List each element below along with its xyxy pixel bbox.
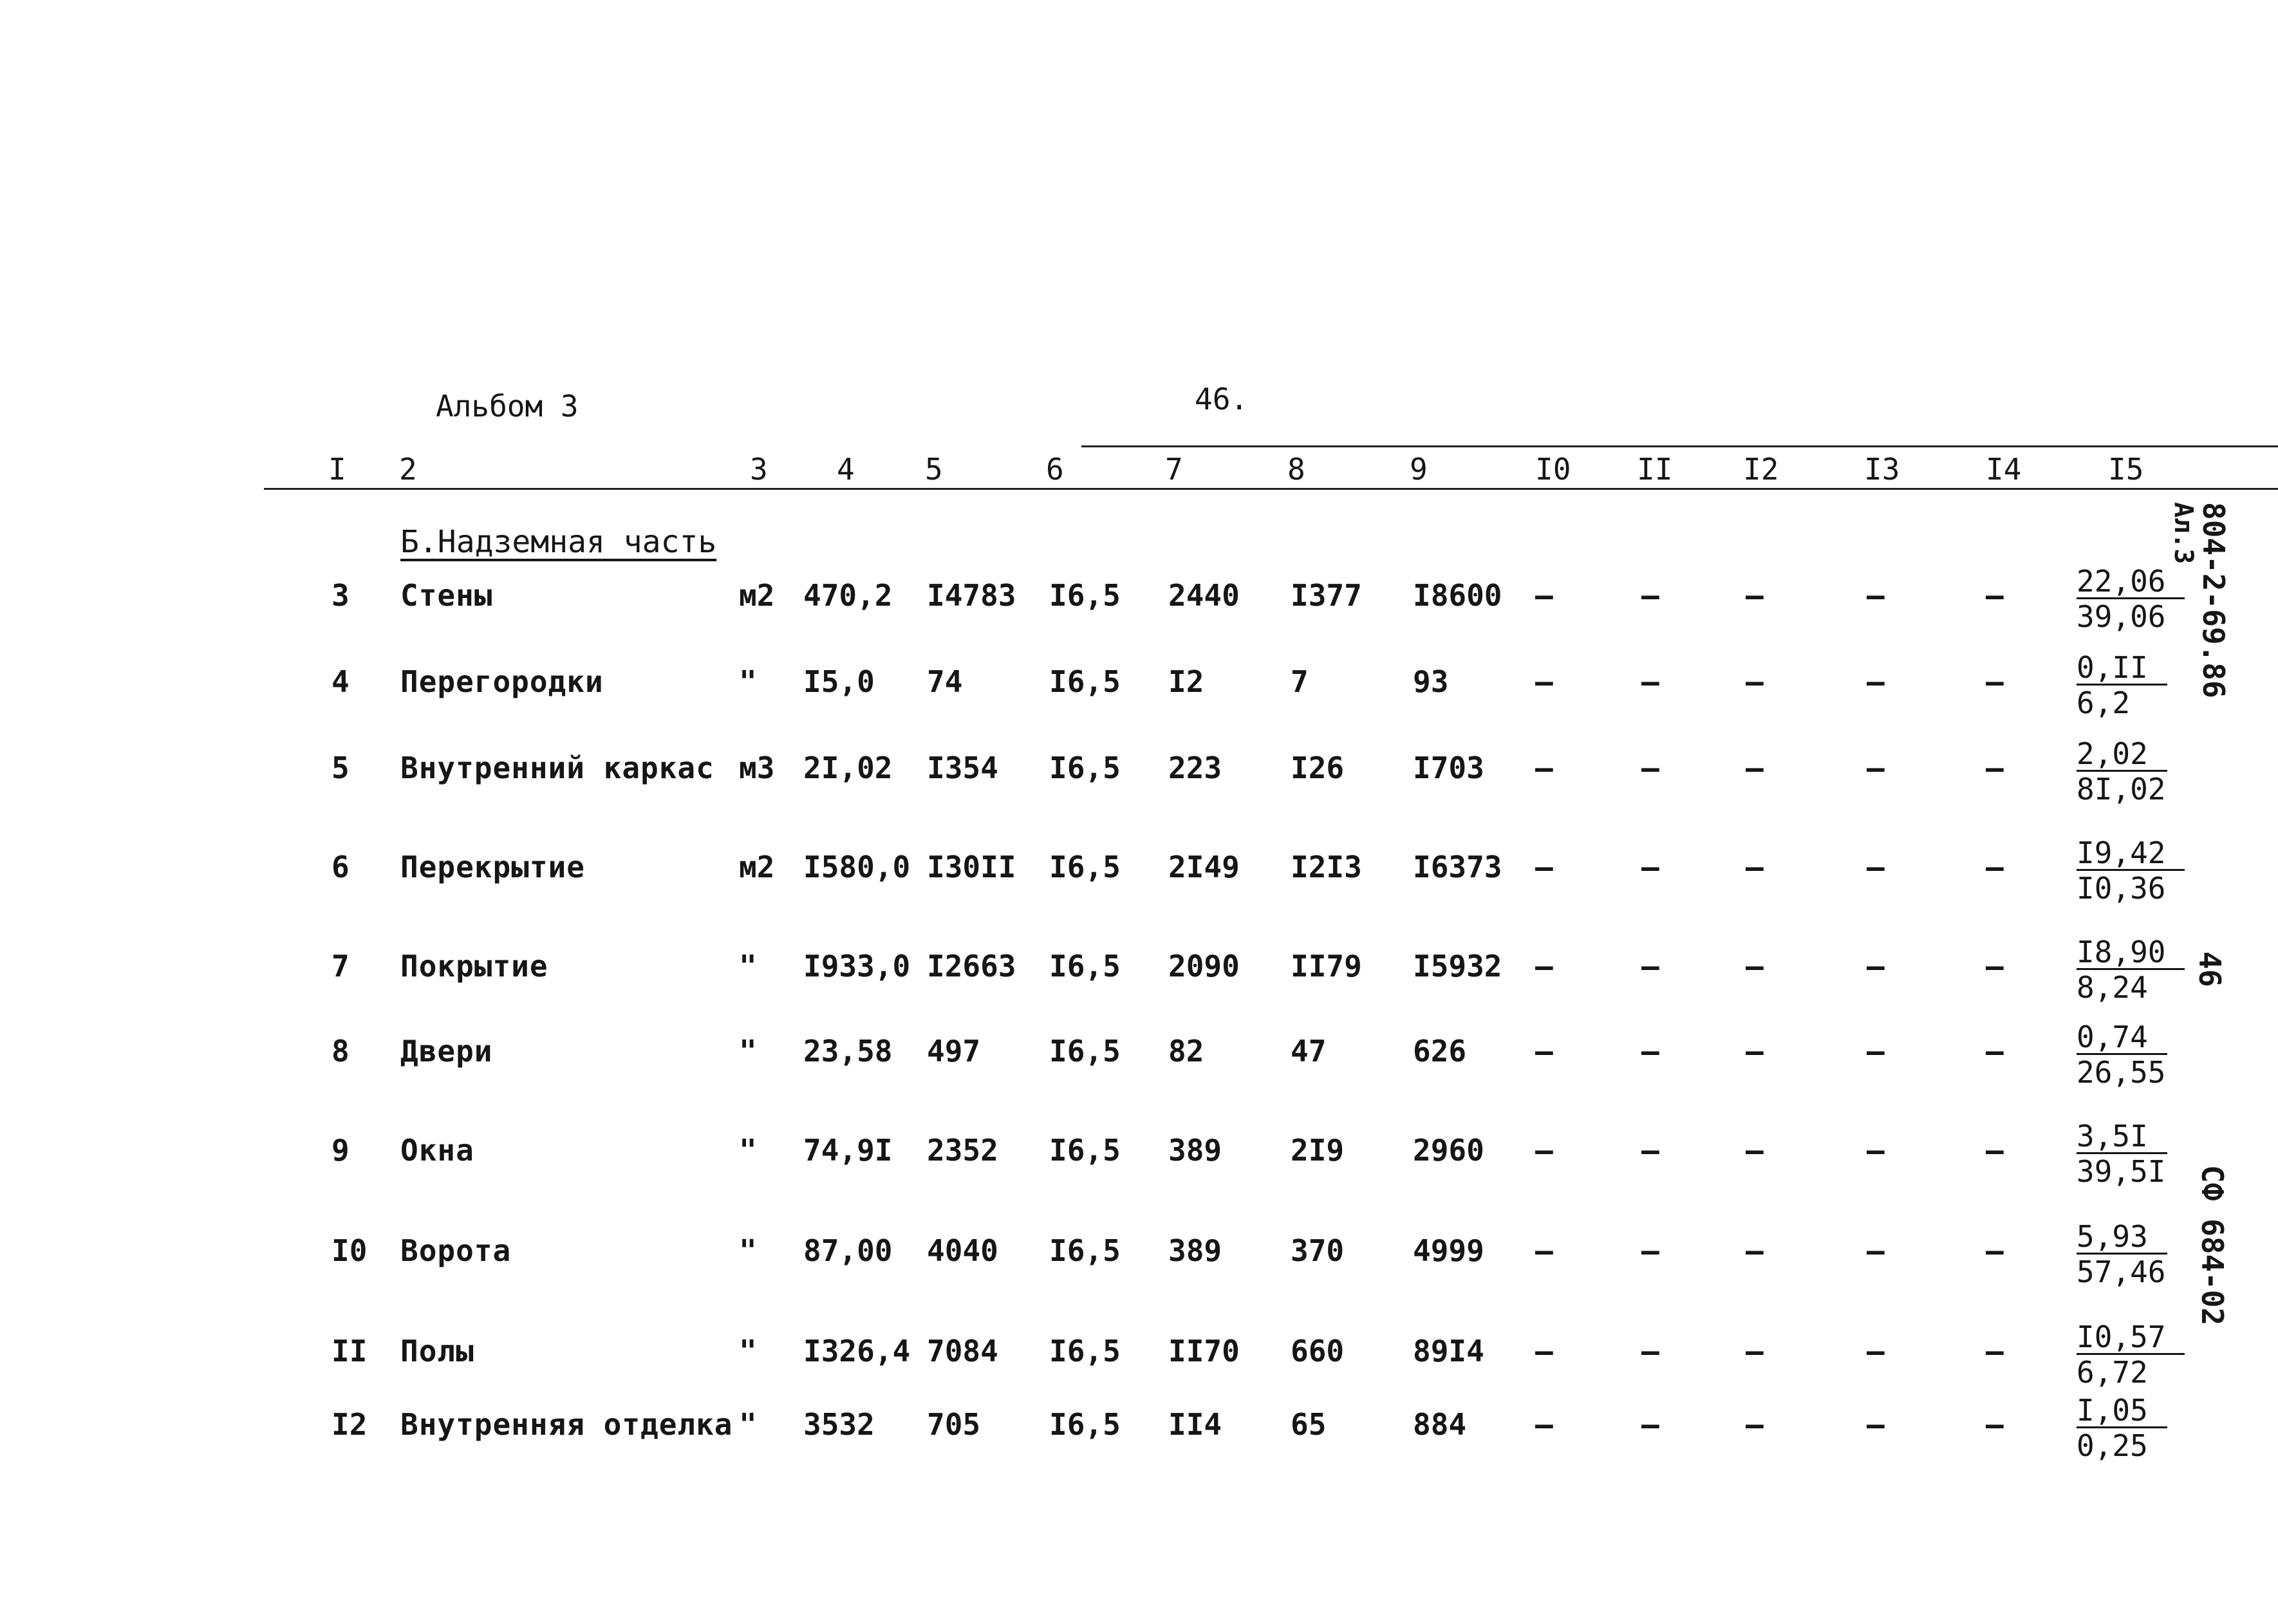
item-name: Стены (400, 578, 493, 613)
fraction-denominator: 6,2 (2077, 686, 2131, 720)
col-4-value: I326,4 (803, 1334, 911, 1368)
empty-cell-dash: – (1746, 578, 1764, 613)
empty-cell-dash: – (1867, 949, 1885, 984)
col-8-value: I26 (1291, 751, 1345, 785)
row-number: 3 (331, 578, 350, 613)
col-4-value: 2I,02 (803, 751, 893, 785)
empty-cell-dash: – (1641, 578, 1659, 613)
empty-cell-dash: – (1641, 850, 1659, 884)
col-5-value: 705 (927, 1407, 981, 1442)
item-name: Внутренний каркас (400, 751, 714, 785)
fraction-numerator: I0,57 (2077, 1322, 2185, 1355)
margin-note-series: СФ 684-02 (2195, 1165, 2230, 1326)
col-5-value: I354 (927, 751, 998, 785)
col-4-value: 87,00 (803, 1233, 893, 1268)
column-header-7: 7 (1165, 452, 1183, 487)
column-header-1: I (328, 452, 346, 487)
fraction-denominator: 39,06 (2077, 599, 2166, 634)
col-6-value: I6,5 (1049, 1407, 1121, 1442)
col-4-value: I580,0 (803, 850, 911, 884)
empty-cell-dash: – (1746, 1133, 1764, 1168)
col-7-value: 389 (1168, 1133, 1222, 1168)
margin-note-document-code: 804-2-69.86 (2196, 502, 2231, 698)
col-6-value: I6,5 (1049, 1034, 1121, 1069)
unit: " (739, 1334, 757, 1368)
col-4-value: 23,58 (803, 1034, 893, 1069)
col-4-value: I5,0 (803, 664, 875, 699)
empty-cell-dash: – (1746, 1233, 1764, 1268)
row-number: 5 (331, 751, 350, 785)
col-9-value: I6373 (1413, 850, 1502, 884)
empty-cell-dash: – (1535, 850, 1553, 884)
empty-cell-dash: – (1986, 1233, 2004, 1268)
empty-cell-dash: – (1867, 1334, 1885, 1368)
column-header-8: 8 (1287, 452, 1305, 487)
col-9-value: I8600 (1413, 578, 1502, 613)
empty-cell-dash: – (1535, 578, 1553, 613)
column-header-12: I2 (1743, 452, 1779, 487)
item-name: Окна (400, 1133, 474, 1168)
col-7-value: II4 (1168, 1407, 1222, 1442)
fraction-denominator: 57,46 (2077, 1255, 2166, 1289)
empty-cell-dash: – (1746, 850, 1764, 884)
col-9-value: 93 (1413, 664, 1449, 699)
col-4-value: 3532 (803, 1407, 875, 1442)
empty-cell-dash: – (1535, 751, 1553, 785)
empty-cell-dash: – (1641, 751, 1659, 785)
header-rule (264, 488, 2278, 490)
ratio-fraction (2077, 1020, 2167, 1090)
col-7-value: 2440 (1168, 578, 1240, 613)
margin-note-page: 46 (2192, 951, 2227, 987)
fraction-numerator: 5,93 (2077, 1222, 2167, 1255)
fraction-numerator: 0,II (2077, 653, 2167, 686)
empty-cell-dash: – (1867, 1133, 1885, 1168)
unit: " (739, 664, 757, 699)
column-header-11: II (1637, 452, 1673, 487)
empty-cell-dash: – (1746, 949, 1764, 984)
col-5-value: 497 (927, 1034, 981, 1069)
fraction-denominator: 0,25 (2077, 1428, 2148, 1463)
unit: " (739, 1233, 757, 1268)
empty-cell-dash: – (1986, 1034, 2004, 1069)
empty-cell-dash: – (1867, 850, 1885, 884)
fraction-numerator: 22,06 (2077, 566, 2185, 599)
col-6-value: I6,5 (1049, 751, 1121, 785)
ratio-fraction (2077, 1219, 2167, 1289)
item-name: Покрытие (400, 949, 548, 984)
empty-cell-dash: – (1867, 578, 1885, 613)
row-number: 6 (331, 850, 350, 884)
section-title: Б.Надземная часть (400, 524, 717, 560)
fraction-numerator: I8,90 (2077, 937, 2185, 970)
empty-cell-dash: – (1867, 1407, 1885, 1442)
col-6-value: I6,5 (1049, 1233, 1121, 1268)
top-short-rule (1081, 445, 2278, 447)
fraction-denominator: I0,36 (2077, 871, 2166, 906)
col-6-value: I6,5 (1049, 949, 1121, 984)
item-name: Перегородки (400, 664, 604, 699)
empty-cell-dash: – (1746, 664, 1764, 699)
empty-cell-dash: – (1986, 578, 2004, 613)
col-7-value: I2 (1168, 664, 1204, 699)
col-7-value: II70 (1168, 1334, 1240, 1368)
col-9-value: 89I4 (1413, 1334, 1484, 1368)
ratio-fraction (2077, 736, 2167, 807)
column-header-9: 9 (1410, 452, 1428, 487)
empty-cell-dash: – (1986, 1334, 2004, 1368)
empty-cell-dash: – (1641, 664, 1659, 699)
album-label: Альбом 3 (436, 389, 579, 424)
unit: м2 (739, 850, 775, 884)
col-8-value: 370 (1291, 1233, 1345, 1268)
ratio-fraction (2077, 835, 2185, 906)
item-name: Внутренняя отделка (400, 1407, 733, 1442)
empty-cell-dash: – (1535, 1233, 1553, 1268)
empty-cell-dash: – (1641, 949, 1659, 984)
item-name: Перекрытие (400, 850, 585, 884)
empty-cell-dash: – (1986, 751, 2004, 785)
col-5-value: I2663 (927, 949, 1016, 984)
col-7-value: 389 (1168, 1233, 1222, 1268)
unit: " (739, 1034, 757, 1069)
col-4-value: I933,0 (803, 949, 911, 984)
fraction-denominator: 8I,02 (2077, 772, 2166, 807)
fraction-numerator: 3,5I (2077, 1121, 2167, 1154)
empty-cell-dash: – (1535, 949, 1553, 984)
empty-cell-dash: – (1746, 1034, 1764, 1069)
empty-cell-dash: – (1535, 1407, 1553, 1442)
col-6-value: I6,5 (1049, 1133, 1121, 1168)
col-8-value: 47 (1291, 1034, 1327, 1069)
col-6-value: I6,5 (1049, 850, 1121, 884)
page-number: 46. (1195, 382, 1249, 416)
col-5-value: 7084 (927, 1334, 998, 1368)
ratio-fraction (2077, 1119, 2167, 1189)
empty-cell-dash: – (1986, 664, 2004, 699)
empty-cell-dash: – (1641, 1034, 1659, 1069)
column-header-6: 6 (1046, 452, 1064, 487)
row-number: 9 (331, 1133, 350, 1168)
row-number: II (331, 1334, 368, 1368)
col-9-value: 626 (1413, 1034, 1467, 1069)
ratio-fraction (2077, 1395, 2167, 1461)
col-9-value: 4999 (1413, 1233, 1484, 1268)
fraction-numerator: 2,02 (2077, 739, 2167, 772)
fraction-denominator: 26,55 (2077, 1055, 2166, 1090)
column-header-5: 5 (925, 452, 943, 487)
empty-cell-dash: – (1641, 1233, 1659, 1268)
margin-note-album: Ал.3 (2169, 502, 2198, 565)
column-header-15: I5 (2108, 452, 2144, 487)
unit: " (739, 1407, 757, 1442)
ratio-fraction (2077, 935, 2185, 1005)
item-name: Полы (400, 1334, 474, 1368)
col-5-value: I30II (927, 850, 1016, 884)
empty-cell-dash: – (1641, 1407, 1659, 1442)
empty-cell-dash: – (1867, 751, 1885, 785)
fraction-numerator: I9,42 (2077, 838, 2185, 871)
empty-cell-dash: – (1867, 1034, 1885, 1069)
ratio-fraction (2077, 564, 2185, 634)
col-6-value: I6,5 (1049, 1334, 1121, 1368)
empty-cell-dash: – (1641, 1133, 1659, 1168)
col-9-value: 2960 (1413, 1133, 1484, 1168)
col-7-value: 82 (1168, 1034, 1204, 1069)
row-number: I2 (331, 1407, 368, 1442)
unit: " (739, 949, 757, 984)
col-6-value: I6,5 (1049, 578, 1121, 613)
column-header-2: 2 (399, 452, 417, 487)
fraction-denominator: 8,24 (2077, 970, 2148, 1005)
empty-cell-dash: – (1867, 1233, 1885, 1268)
empty-cell-dash: – (1535, 1034, 1553, 1069)
col-6-value: I6,5 (1049, 664, 1121, 699)
col-8-value: I2I3 (1291, 850, 1362, 884)
empty-cell-dash: – (1746, 1407, 1764, 1442)
column-header-4: 4 (837, 452, 855, 487)
col-7-value: 223 (1168, 751, 1222, 785)
empty-cell-dash: – (1746, 751, 1764, 785)
col-7-value: 2090 (1168, 949, 1240, 984)
fraction-numerator: 0,74 (2077, 1022, 2167, 1055)
ratio-fraction (2077, 650, 2167, 720)
column-header-3: 3 (750, 452, 768, 487)
empty-cell-dash: – (1867, 664, 1885, 699)
col-5-value: I4783 (927, 578, 1016, 613)
empty-cell-dash: – (1986, 1407, 2004, 1442)
col-8-value: 660 (1291, 1334, 1345, 1368)
empty-cell-dash: – (1535, 1133, 1553, 1168)
col-8-value: I377 (1291, 578, 1362, 613)
empty-cell-dash: – (1986, 1133, 2004, 1168)
col-4-value: 470,2 (803, 578, 893, 613)
empty-cell-dash: – (1986, 949, 2004, 984)
col-9-value: 884 (1413, 1407, 1467, 1442)
col-9-value: I5932 (1413, 949, 1502, 984)
item-name: Ворота (400, 1233, 512, 1268)
fraction-denominator: 6,72 (2077, 1355, 2148, 1390)
empty-cell-dash: – (1535, 1334, 1553, 1368)
col-4-value: 74,9I (803, 1133, 893, 1168)
empty-cell-dash: – (1746, 1334, 1764, 1368)
fraction-numerator: I,05 (2077, 1395, 2167, 1428)
row-number: I0 (331, 1233, 368, 1268)
unit: м2 (739, 578, 775, 613)
row-number: 7 (331, 949, 350, 984)
col-5-value: 74 (927, 664, 963, 699)
col-8-value: 2I9 (1291, 1133, 1345, 1168)
column-header-13: I3 (1864, 452, 1900, 487)
empty-cell-dash: – (1641, 1334, 1659, 1368)
col-9-value: I703 (1413, 751, 1484, 785)
fraction-denominator: 39,5I (2077, 1154, 2166, 1189)
empty-cell-dash: – (1535, 664, 1553, 699)
col-8-value: II79 (1291, 949, 1362, 984)
unit: м3 (739, 751, 775, 785)
col-8-value: 65 (1291, 1407, 1327, 1442)
column-header-14: I4 (1986, 452, 2022, 487)
item-name: Двери (400, 1034, 493, 1069)
row-number: 4 (331, 664, 350, 699)
col-7-value: 2I49 (1168, 850, 1240, 884)
col-5-value: 2352 (927, 1133, 998, 1168)
row-number: 8 (331, 1034, 350, 1069)
col-8-value: 7 (1291, 664, 1309, 699)
ratio-fraction (2077, 1320, 2185, 1390)
unit: " (739, 1133, 757, 1168)
empty-cell-dash: – (1986, 850, 2004, 884)
col-5-value: 4040 (927, 1233, 998, 1268)
column-header-10: I0 (1535, 452, 1571, 487)
